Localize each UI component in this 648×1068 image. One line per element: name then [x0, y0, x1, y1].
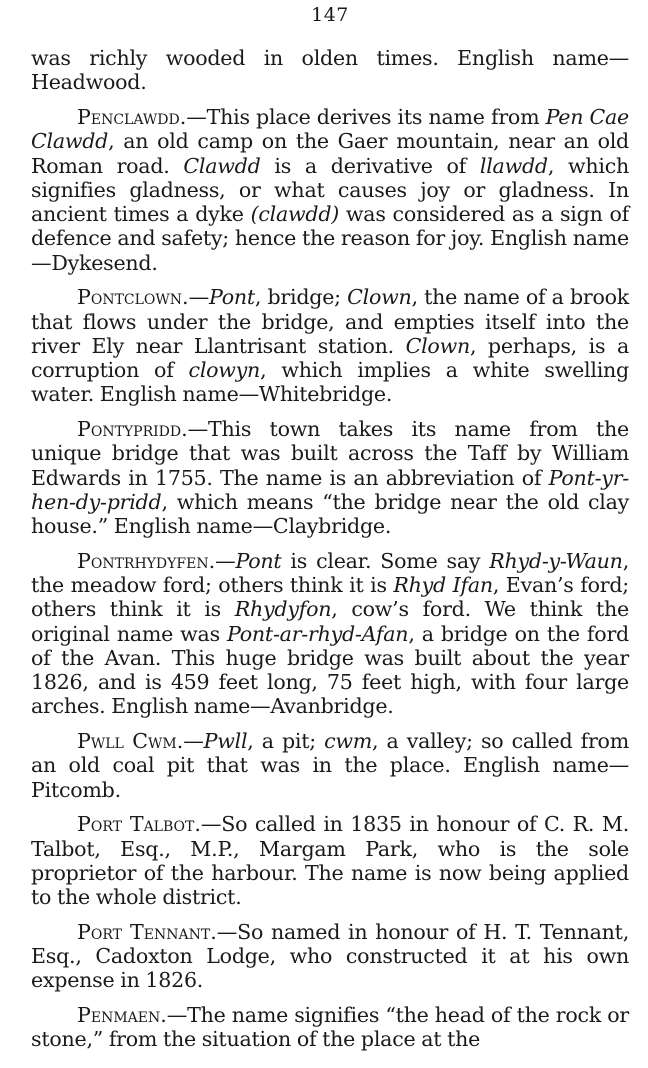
- italic-term: Rhyd-y-Waun: [489, 548, 623, 573]
- entry-heading: Port Tennant.: [77, 919, 217, 944]
- page-number: 147: [311, 4, 349, 26]
- continuation-paragraph: [31, 46, 629, 95]
- italic-term: Pont: [235, 548, 282, 573]
- italic-term: Clown: [347, 285, 412, 310]
- text-run: is a derivative of: [260, 153, 480, 178]
- text-run: —: [183, 729, 204, 753]
- italic-term: Clown: [405, 333, 470, 358]
- text-run: , which signifies gladness, or what causes joy or gladness. In ancient times a dyke: [31, 153, 629, 226]
- text-run: —This town takes its name from the unique bridge that was built across the Taff by William Edwards in 1755. The name is an abbreviation of: [31, 417, 629, 490]
- entry-paragraph: [31, 812, 629, 909]
- text-run: —So called in 1835 in honour of C. R. M. Talbot, Esq., M.P., Margam Park, who is the sole proprietor of the harbour. The name is now being applied to the whole district.: [31, 812, 629, 909]
- text-run: , a pit;: [247, 729, 325, 753]
- italic-term: llawdd: [479, 153, 548, 178]
- text-run: , bridge;: [254, 285, 348, 310]
- entry-paragraph: [31, 1003, 629, 1052]
- entry-paragraph: [31, 549, 629, 719]
- entry-paragraph: [31, 729, 629, 802]
- italic-term: Pont: [208, 285, 255, 310]
- entry-heading: Penclawdd.: [77, 105, 187, 129]
- italic-term: clowyn: [188, 358, 261, 382]
- entry-paragraph: [31, 417, 629, 538]
- entry-heading: Pontypridd.: [77, 417, 188, 441]
- italic-term: (clawdd): [250, 202, 340, 226]
- text-run: —This place derives its name from: [186, 105, 546, 129]
- italic-term: cwm: [324, 729, 373, 753]
- text-run: , perhaps, is a corruption of: [31, 333, 629, 382]
- text-run: —So named in honour of H. T. Tennant, Esq., Cadoxton Lodge, who constructed it at his own expense in 1826.: [31, 919, 629, 993]
- entry-heading: Pontrhydyfen.: [77, 548, 216, 573]
- entry-paragraph: [31, 105, 629, 275]
- text-run: is clear. Some say: [281, 548, 490, 573]
- italic-term: Pont-ar-rhyd-Afan: [227, 621, 409, 646]
- text-run: —: [215, 548, 236, 573]
- text-run: , which means “the bridge near the old clay house.” English name—Claybridge.: [31, 489, 629, 538]
- text-run: , cow’s ford. We think the original name was: [31, 597, 629, 646]
- book-page: [31, 0, 629, 1052]
- page-body: [31, 46, 629, 1052]
- entry-paragraph: [31, 285, 629, 406]
- italic-term: Rhyd Ifan: [393, 573, 493, 597]
- text-run: , a bridge on the ford of the Avan. This huge bridge was built about the year 1826, and is 459 feet long, 75 feet high, with four large arches. English name—Avanbridge.: [31, 621, 629, 719]
- text-run: , Evan’s ford; others think it is: [31, 573, 629, 622]
- italic-term: Clawdd: [183, 153, 261, 178]
- italic-term: Pwll: [203, 729, 248, 753]
- entry-heading: Pontclown.: [77, 285, 189, 310]
- text-run: —: [188, 285, 209, 310]
- text-run: —The name signifies “the head of the rock or stone,” from the situation of the place at the: [31, 1003, 629, 1052]
- italic-term: Pen Cae Clawdd: [31, 105, 629, 154]
- entry-heading: Pwll Cwm.: [77, 729, 184, 753]
- text-run: was considered as a sign of defence and safety; hence the reason for joy. English name—Dykesend.: [31, 202, 629, 275]
- text-run: , the name of a brook that flows under the bridge, and empties itself into the river Ely near Llantrisant station.: [31, 285, 629, 358]
- text-run: , a valley; so called from an old coal pit that was in the place. English name—Pitcomb.: [31, 729, 629, 802]
- text-run: , which implies a white swelling water. English name—Whitebridge.: [31, 358, 629, 407]
- text-run: was richly wooded in olden times. English name—Headwood.: [31, 46, 629, 95]
- italic-term: Pont-yr-hen-dy-pridd: [31, 465, 629, 514]
- entry-heading: Penmaen.: [77, 1003, 167, 1027]
- text-run: , the meadow ford; others think it is: [31, 548, 629, 597]
- italic-term: Rhydyfon: [234, 597, 332, 622]
- entry-heading: Port Talbot.: [77, 812, 201, 837]
- entry-paragraph: [31, 920, 629, 993]
- text-run: , an old camp on the Gaer mountain, near an old Roman road.: [31, 129, 629, 178]
